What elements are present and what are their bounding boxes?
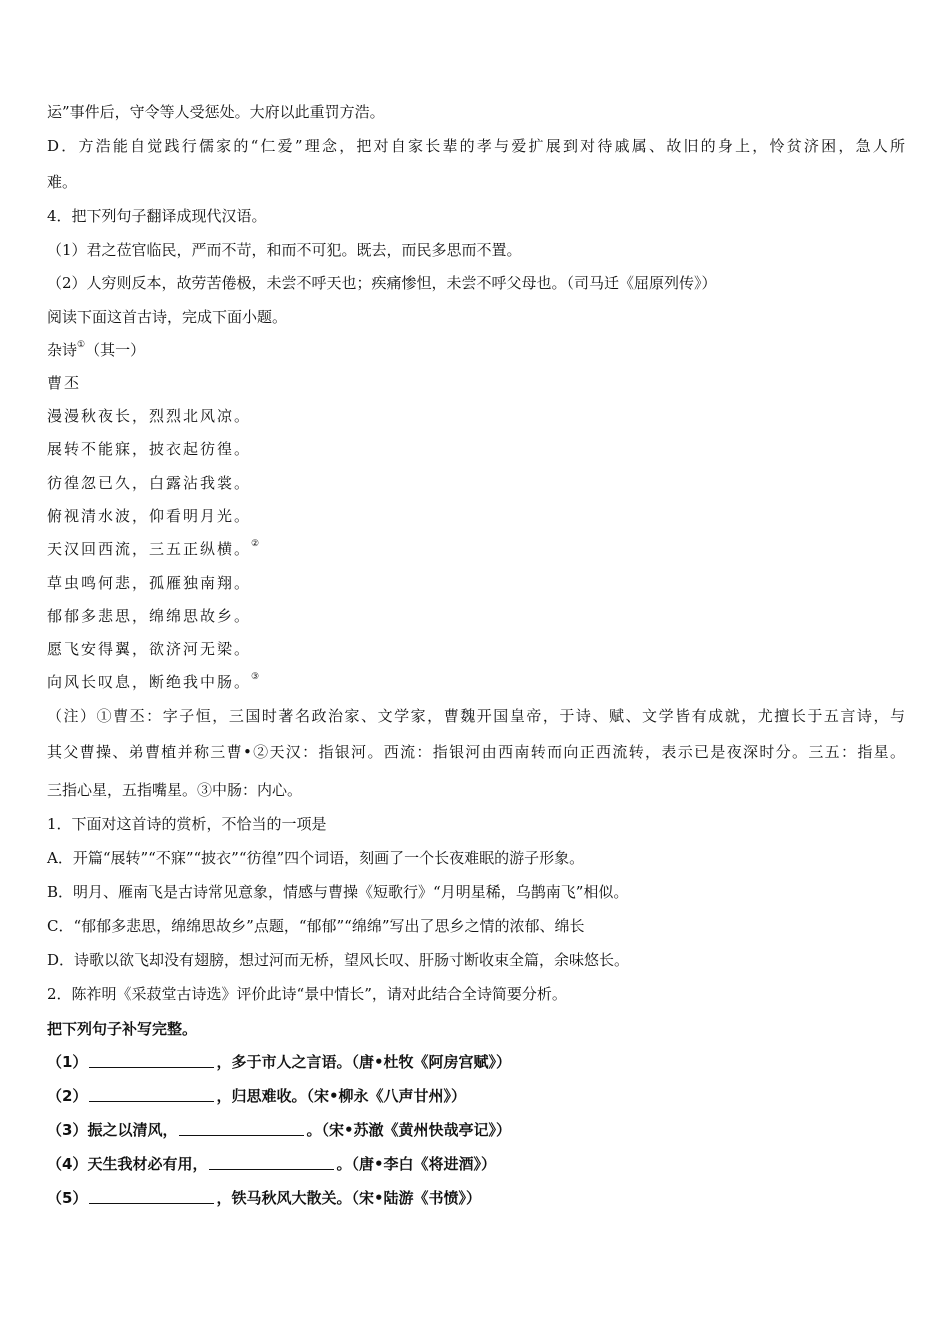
poem-line	[47, 672, 261, 692]
fill-item-number: （2）	[47, 1087, 88, 1105]
fill-item	[47, 1052, 511, 1072]
fill-item-after: 。（宋•苏澈《黄州快哉亭记》）	[306, 1121, 512, 1139]
note-line-2: 其父曹操、弟曹植并称三曹•②天汉：指银河。西流：指银河由西南转而向正西流转，表示已是夜深时分。三五：指星。	[47, 743, 905, 761]
fill-item	[47, 1086, 466, 1106]
fill-item-number: （5）	[47, 1189, 88, 1207]
fill-item-after: ，多于市人之言语。（唐•杜牧《阿房宫赋》）	[216, 1053, 512, 1071]
option-d-line2: 难。	[47, 173, 78, 191]
option-d-line1: D．方浩能自觉践行儒家的“仁爱”理念，把对自家长辈的孝与爱扩展到对待戚属、故旧的身上，怜贫济困，急人所	[47, 137, 905, 155]
q1-prompt: 1．下面对这首诗的赏析，不恰当的一项是	[47, 815, 327, 833]
poem-line-text: 漫漫秋夜长，烈烈北风凉。	[47, 407, 252, 425]
q4-sentence-2: （2）人穷则反本，故劳苦倦极，未尝不呼天也；疾痛惨怛，未尝不呼父母也。（司马迁《屈原列传》）	[47, 274, 717, 292]
fill-item-after: ，归思难收。（宋•柳永《八声甘州》）	[216, 1087, 467, 1105]
poem-line-text: 俯视清水波，仰看明月光。	[47, 506, 252, 525]
q2-prompt: 2．陈祚明《采菽堂古诗选》评价此诗“景中情长”，请对此结合全诗简要分析。	[47, 985, 567, 1003]
fill-item-before: 天生我材必有用，	[87, 1155, 208, 1173]
poem-line-text: 草虫鸣何悲，孤雁独南翔。	[47, 573, 252, 592]
q4-prompt: 4．把下列句子翻译成现代汉语。	[47, 207, 267, 225]
poem-title	[47, 340, 145, 360]
poem-line	[47, 539, 261, 559]
fill-item	[47, 1188, 481, 1208]
answer-blank[interactable]	[209, 1155, 334, 1170]
q1-option-a: A．开篇“展转”“不寐”“披衣”“彷徨”四个词语，刻画了一个长夜难眠的游子形象。	[47, 849, 585, 867]
poem-line	[47, 439, 251, 459]
poem-line	[47, 639, 251, 659]
poem-line	[47, 406, 251, 426]
fill-item-number: （3）	[47, 1121, 88, 1139]
poem-line-text: 展转不能寐，披衣起彷徨。	[47, 440, 252, 459]
fill-item	[47, 1120, 511, 1140]
fill-item-number: （1）	[47, 1053, 88, 1071]
poem-line-text: 天汉回西流，三五正纵横。	[47, 540, 252, 559]
note-line-3: 三指心星，五指嘴星。③中肠：内心。	[47, 781, 303, 799]
answer-blank[interactable]	[179, 1121, 304, 1136]
q1-option-c: C．“郁郁多悲思，绵绵思故乡”点题，“郁郁”“绵绵”写出了思乡之情的浓郁、绵长	[47, 917, 585, 935]
poem-line	[47, 506, 251, 526]
poem-line	[47, 473, 251, 493]
poem-line-text: 向风长叹息，断绝我中肠。	[47, 673, 252, 692]
fill-prompt: 把下列句子补写完整。	[47, 1020, 198, 1038]
poem-intro: 阅读下面这首古诗，完成下面小题。	[47, 308, 288, 326]
fill-item-number: （4）	[47, 1155, 88, 1173]
poem-line	[47, 573, 251, 593]
poem-title-suffix: （其一）	[85, 341, 146, 359]
fill-item-before: 振之以清风，	[87, 1121, 178, 1139]
footnote-marker: ①	[77, 340, 86, 350]
q1-option-b: B．明月、雁南飞是古诗常见意象，情感与曹操《短歌行》“月明星稀，乌鹊南飞”相似。	[47, 883, 629, 901]
footnote-marker: ③	[251, 672, 262, 683]
poem-author: 曹丕	[47, 374, 82, 392]
q1-option-d: D．诗歌以欲飞却没有翅膀，想过河而无桥，望风长叹、肝肠寸断收束全篇，余味悠长。	[47, 951, 630, 969]
note-line-1: （注）①曹丕：字子恒，三国时著名政治家、文学家，曹魏开国皇帝，于诗、赋、文学皆有成就，尤擅长于五言诗，与	[47, 707, 905, 725]
fill-item-after: 。（唐•李白《将进酒》）	[336, 1155, 497, 1173]
poem-line-text: 彷徨忽已久，白露沾我裳。	[47, 473, 252, 492]
fill-item-after: ，铁马秋风大散关。（宋•陆游《书愤》）	[216, 1189, 482, 1207]
answer-blank[interactable]	[89, 1053, 214, 1068]
passage-tail: 运”事件后，守令等人受惩处。大府以此重罚方浩。	[47, 103, 385, 121]
poem-title-text: 杂诗	[47, 341, 78, 359]
poem-line-text: 愿飞安得翼，欲济河无梁。	[47, 640, 252, 659]
answer-blank[interactable]	[89, 1189, 214, 1204]
poem-line-text: 郁郁多悲思，绵绵思故乡。	[47, 606, 252, 625]
poem-line	[47, 606, 251, 626]
q4-sentence-1: （1）君之莅官临民，严而不苛，和而不可犯。既去，而民多思而不置。	[47, 241, 522, 259]
fill-item	[47, 1154, 496, 1174]
answer-blank[interactable]	[89, 1087, 214, 1102]
footnote-marker: ②	[251, 539, 262, 550]
